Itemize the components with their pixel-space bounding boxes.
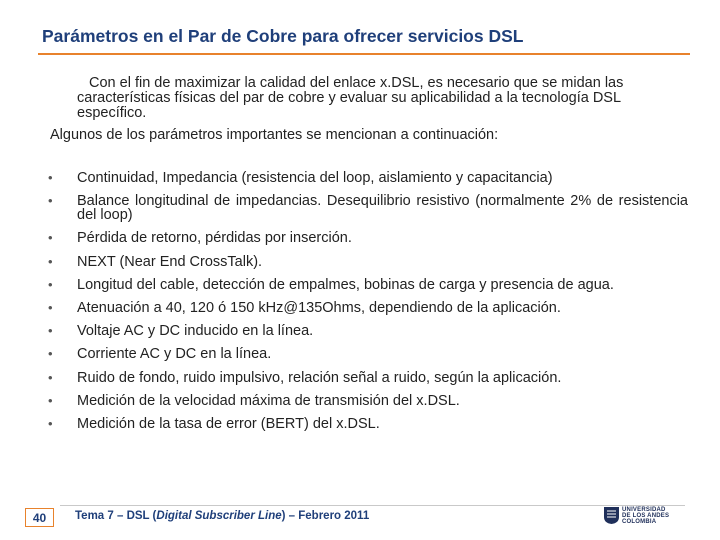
list-item: [48, 324, 688, 338]
list-item: [48, 371, 688, 385]
bullet-icon: •: [48, 193, 53, 209]
list-item: [48, 394, 688, 408]
logo-line: DE LOS ANDES: [622, 512, 670, 519]
list-item-text: Voltaje AC y DC inducido en la línea.: [77, 323, 314, 340]
list-item: [48, 301, 688, 315]
bullet-icon: •: [48, 299, 53, 315]
list-item-text: Corriente AC y DC en la línea.: [77, 346, 272, 363]
bullet-icon: •: [48, 170, 53, 185]
parameter-list: [48, 171, 688, 440]
list-item: [48, 255, 688, 269]
list-item-text: Balance longitudinal de impedancias. Desequilibrio resistivo (normalmente 2% de resistencia del loop): [77, 193, 688, 224]
list-item: [48, 417, 688, 431]
logo-wordmark: [622, 507, 669, 525]
footer-caption-italic: Digital Subscriber Line: [156, 510, 282, 522]
bullet-icon: •: [48, 276, 53, 292]
list-item-text: Longitud del cable, detección de empalmes, bobinas de carga y presencia de agua.: [77, 276, 614, 293]
bullet-icon: •: [48, 392, 53, 408]
footer-divider: [60, 505, 685, 506]
bullet-icon: •: [48, 346, 53, 362]
list-item: [48, 171, 688, 185]
bullet-icon: •: [48, 369, 53, 385]
intro-lead-in: Algunos de los parámetros importantes se mencionan a continuación:: [50, 127, 499, 143]
list-item-text: Continuidad, Impedancia (resistencia del loop, aislamiento y capacitancia): [77, 170, 553, 186]
list-item-text: Medición de la velocidad máxima de transmisión del x.DSL.: [77, 392, 460, 409]
bullet-icon: •: [48, 415, 53, 431]
bullet-icon: •: [48, 230, 53, 246]
list-item-text: Ruido de fondo, ruido impulsivo, relación señal a ruido, según la aplicación.: [77, 369, 562, 386]
logo-line: COLOMBIA: [622, 518, 657, 525]
list-item-text: Pérdida de retorno, pérdidas por inserción.: [77, 230, 352, 247]
intro-paragraph: Con el fin de maximizar la calidad del enlace x.DSL, es necesario que se midan las características físicas del par de cobre y evaluar su aplicabilidad a la tecnología DSL específico.: [77, 75, 624, 121]
footer-caption: [75, 510, 369, 522]
footer-caption-prefix: Tema 7 – DSL (: [75, 510, 157, 522]
bullet-icon: •: [48, 253, 53, 269]
list-item-text: Medición de la tasa de error (BERT) del x.DSL.: [77, 415, 380, 432]
bullet-icon: •: [48, 323, 53, 339]
page-number: 40: [25, 508, 54, 527]
list-item-text: NEXT (Near End CrossTalk).: [77, 253, 263, 270]
crest-icon: [603, 506, 620, 525]
title-underline: [38, 53, 690, 55]
logo-line: UNIVERSIDAD: [622, 506, 666, 513]
university-logo: [603, 506, 669, 525]
footer-caption-suffix: ) – Febrero 2011: [281, 510, 370, 522]
list-item: [48, 194, 688, 222]
list-item: [48, 347, 688, 361]
list-item-text: Atenuación a 40, 120 ó 150 kHz@135Ohms, dependiendo de la aplicación.: [77, 299, 561, 316]
list-item: [48, 278, 688, 292]
list-item: [48, 231, 688, 245]
slide-title: Parámetros en el Par de Cobre para ofrecer servicios DSL: [42, 26, 524, 46]
